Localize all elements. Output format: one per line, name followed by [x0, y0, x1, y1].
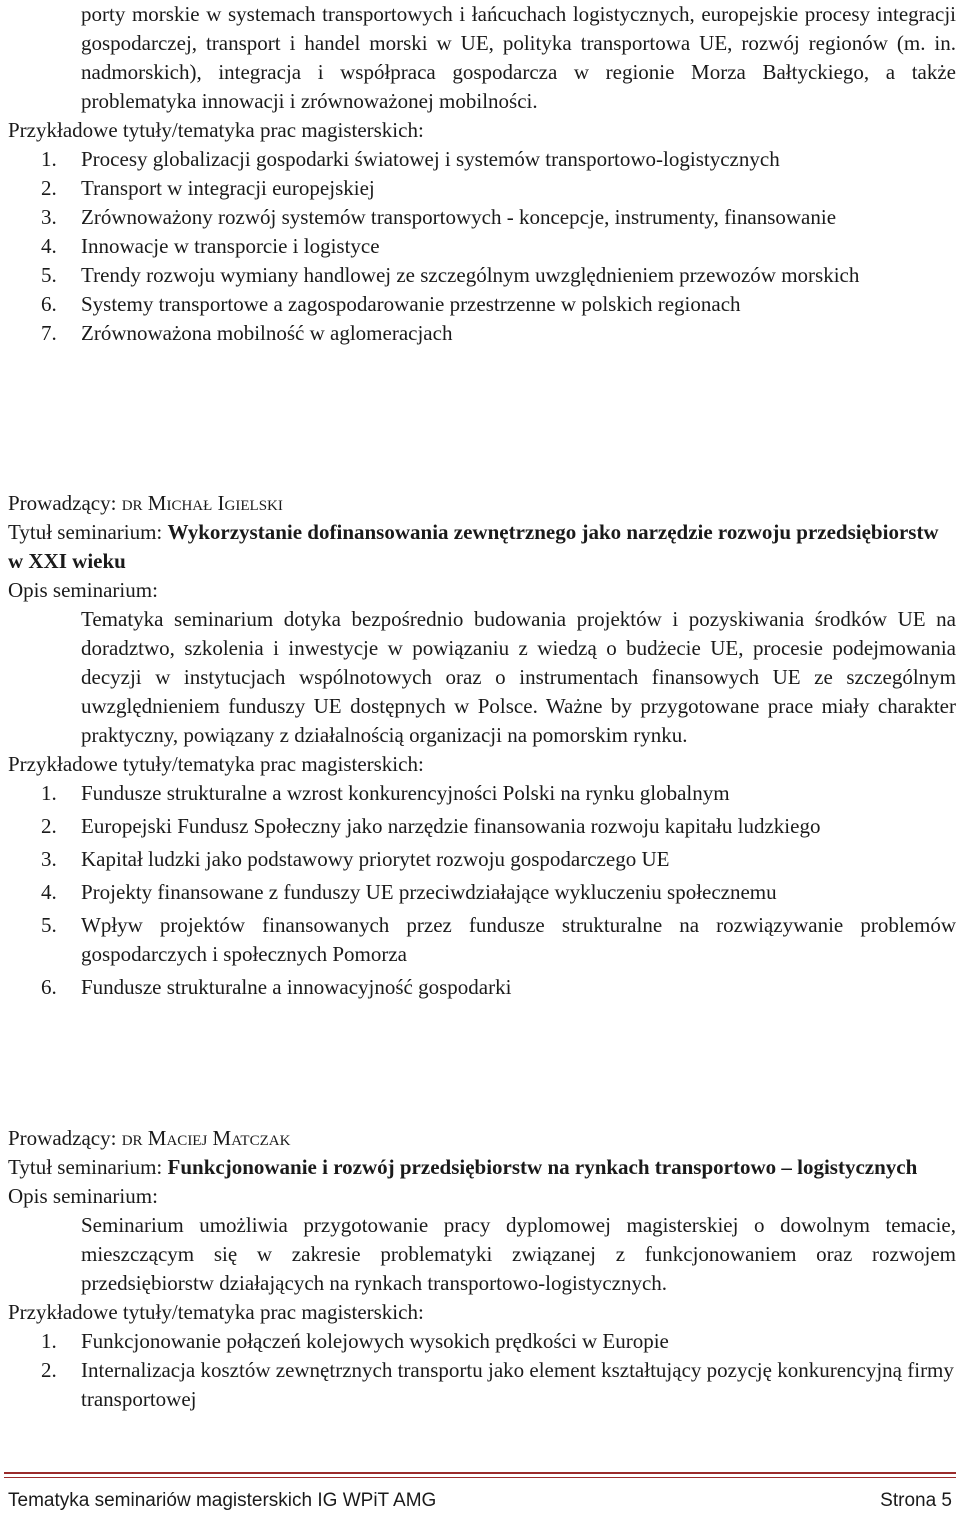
- list-number: 1.: [41, 781, 57, 805]
- list-text: Innowacje w transporcie i logistyce: [81, 234, 380, 258]
- list-text: Trendy rozwoju wymiany handlowej ze szczególnym uwzględnieniem przewozów morskich: [81, 263, 860, 287]
- list-number: 4.: [41, 880, 57, 904]
- list-text: Procesy globalizacji gospodarki światowej i systemów transportowo-logistycznych: [81, 147, 780, 171]
- list-text: Funkcjonowanie połączeń kolejowych wysokich prędkości w Europie: [81, 1329, 669, 1353]
- list-text: Zrównoważona mobilność w aglomeracjach: [81, 321, 453, 345]
- topics-label: Przykładowe tytuły/tematyka prac magisterskich:: [8, 1300, 424, 1324]
- intro-paragraph: porty morskie w systemach transportowych i łańcuchach logistycznych, europejskie procesy integracji gospodarczej, transport i handel morski w UE, polityka transportowa UE, rozwój regionów (m. in. nadmorskich), integracja i współpraca gospodarcza w regionie Morza Bałtyckiego, a także problematyka innowacji i zrównoważonej mobilności.: [81, 2, 956, 113]
- list-item: [8, 174, 956, 203]
- seminar-title-label: Tytuł seminarium:: [8, 1155, 163, 1179]
- list-number: 5.: [41, 263, 57, 287]
- list-item: [8, 878, 956, 907]
- list-item: [8, 911, 956, 969]
- list-item: [8, 232, 956, 261]
- list-text: Zrównoważony rozwój systemów transportowych - koncepcje, instrumenty, finansowanie: [81, 205, 837, 229]
- list-number: 5.: [41, 913, 57, 937]
- topics-list: [8, 145, 956, 348]
- seminar-title-label: Tytuł seminarium:: [8, 520, 163, 544]
- topics-list: [8, 1327, 956, 1414]
- list-number: 6.: [41, 975, 57, 999]
- list-number: 2.: [41, 1358, 57, 1382]
- page-footer: [8, 1486, 952, 1515]
- description-label: Opis seminarium:: [8, 1184, 158, 1208]
- list-text: Kapitał ludzki jako podstawowy priorytet rozwoju gospodarczego UE: [81, 847, 670, 871]
- list-text: Fundusze strukturalne a innowacyjność gospodarki: [81, 975, 512, 999]
- list-item: [8, 290, 956, 319]
- list-number: 1.: [41, 1329, 57, 1353]
- page-number: Strona 5: [880, 1490, 952, 1511]
- lecturer-name: dr Maciej Matczak: [121, 1126, 291, 1150]
- description-label: Opis seminarium:: [8, 578, 158, 602]
- footer-rule-thin: [4, 1477, 956, 1478]
- lecturer-name: dr Michał Igielski: [121, 491, 283, 515]
- list-number: 2.: [41, 814, 57, 838]
- list-number: 3.: [41, 847, 57, 871]
- topics-label: Przykładowe tytuły/tematyka prac magisterskich:: [8, 118, 424, 142]
- list-item: [8, 812, 956, 841]
- lecturer-label: Prowadzący:: [8, 1126, 117, 1150]
- list-number: 3.: [41, 205, 57, 229]
- seminar-title: [8, 1153, 956, 1182]
- seminar-title-text: Wykorzystanie dofinansowania zewnętrznego jako narzędzie rozwoju przedsiębiorstw w XXI wieku: [8, 520, 939, 573]
- list-text: Transport w integracji europejskiej: [81, 176, 375, 200]
- list-number: 2.: [41, 176, 57, 200]
- intro-section: [8, 0, 956, 348]
- lecturer-line: [8, 489, 956, 518]
- list-item: [8, 319, 956, 348]
- list-item: [8, 779, 956, 808]
- footer-rule: [4, 1472, 956, 1474]
- list-item: [8, 973, 956, 1002]
- list-item: [8, 145, 956, 174]
- list-number: 7.: [41, 321, 57, 345]
- description-text: Tematyka seminarium dotyka bezpośrednio budowania projektów i pozyskiwania środków UE na doradztwo, szkolenia i inwestycje w powiązaniu z wiedzą o budżecie UE, procesie podejmowania decyzji w instytucjach wspólnotowych oraz o instrumentach finansowych UE ze szczególnym uwzględnieniem funduszy UE dostępnych w Polsce. Ważne by przygotowane prace miały charakter praktyczny, powiązany z działalnością organizacji na pomorskim rynku.: [81, 607, 956, 747]
- footer-title: Tematyka seminariów magisterskich IG WPiT AMG: [8, 1490, 437, 1511]
- seminar-title-text: Funkcjonowanie i rozwój przedsiębiorstw na rynkach transportowo – logistycznych: [167, 1155, 918, 1179]
- list-item: [8, 261, 956, 290]
- list-text: Europejski Fundusz Społeczny jako narzędzie finansowania rozwoju kapitału ludzkiego: [81, 814, 821, 838]
- list-text: Wpływ projektów finansowanych przez fundusze strukturalne na rozwiązywanie problemów gospodarczych i społecznych Pomorza: [81, 913, 956, 966]
- list-item: [8, 1356, 956, 1414]
- list-item: [8, 1327, 956, 1356]
- seminar-section: [8, 1124, 956, 1414]
- description-text: Seminarium umożliwia przygotowanie pracy dyplomowej magisterskiej o dowolnym temacie, mieszczącym się w zakresie problematyki związanej z funkcjonowaniem oraz rozwojem przedsiębiorstw działających na rynkach transportowo-logistycznych.: [81, 1213, 956, 1295]
- list-text: Projekty finansowane z funduszy UE przeciwdziałające wykluczeniu społecznemu: [81, 880, 777, 904]
- list-item: [8, 203, 956, 232]
- lecturer-line: [8, 1124, 956, 1153]
- list-text: Systemy transportowe a zagospodarowanie przestrzenne w polskich regionach: [81, 292, 741, 316]
- list-number: 1.: [41, 147, 57, 171]
- list-text: Internalizacja kosztów zewnętrznych transportu jako element kształtujący pozycję konkurencyjną firmy transportowej: [81, 1358, 954, 1411]
- list-number: 6.: [41, 292, 57, 316]
- list-item: [8, 845, 956, 874]
- topics-list: [8, 779, 956, 1002]
- list-number: 4.: [41, 234, 57, 258]
- lecturer-label: Prowadzący:: [8, 491, 117, 515]
- list-text: Fundusze strukturalne a wzrost konkurencyjności Polski na rynku globalnym: [81, 781, 730, 805]
- seminar-title: [8, 518, 956, 576]
- topics-label: Przykładowe tytuły/tematyka prac magisterskich:: [8, 752, 424, 776]
- seminar-section: [8, 489, 956, 1006]
